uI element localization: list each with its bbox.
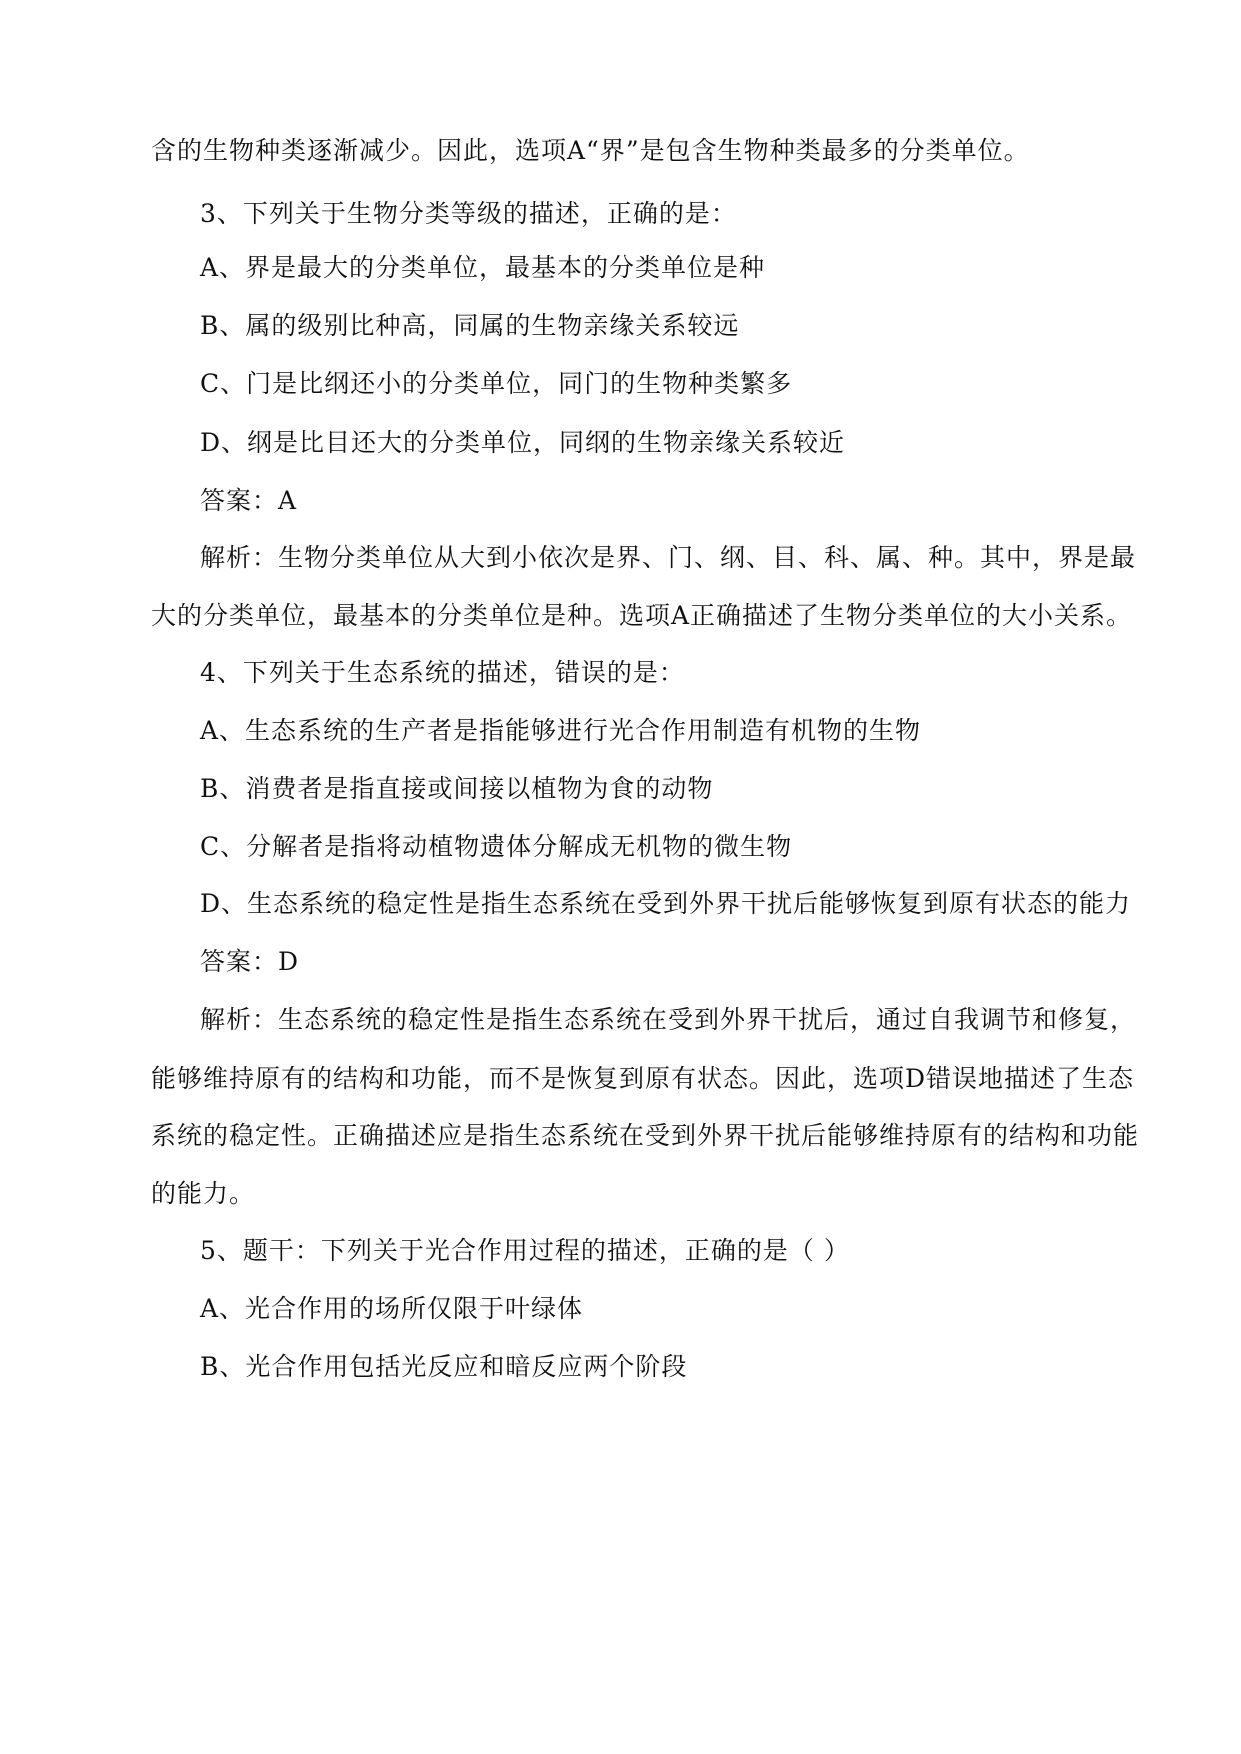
question-4-explanation: 解析：生态系统的稳定性是指生态系统在受到外界干扰后，通过自我调节和修复， <box>200 1005 1137 1034</box>
question-4-option-b: B、消费者是指直接或间接以植物为食的动物 <box>200 774 714 803</box>
question-4-option-c: C、分解者是指将动植物遗体分解成无机物的微生物 <box>200 832 793 861</box>
question-4-answer: 答案：D <box>200 947 300 976</box>
question-5-stem: 5、题干：下列关于光合作用过程的描述，正确的是（ ） <box>200 1236 850 1265</box>
question-3-explanation: 解析：生物分类单位从大到小依次是界、门、纲、目、科、属、种。其中，界是最 <box>200 543 1137 572</box>
question-3-option-b: B、属的级别比种高，同属的生物亲缘关系较远 <box>200 311 740 340</box>
question-4-stem: 4、下列关于生态系统的描述，错误的是： <box>200 658 685 687</box>
question-4-option-a: A、生态系统的生产者是指能够进行光合作用制造有机物的生物 <box>200 716 922 745</box>
question-5-option-b: B、光合作用包括光反应和暗反应两个阶段 <box>200 1352 688 1381</box>
question-4-option-d: D、生态系统的稳定性是指生态系统在受到外界干扰后能够恢复到原有状态的能力 <box>200 889 1132 918</box>
question-3-option-d: D、纲是比目还大的分类单位，同纲的生物亲缘关系较近 <box>200 428 846 457</box>
question-3-option-a: A、界是最大的分类单位，最基本的分类单位是种 <box>200 253 766 282</box>
question-3-option-c: C、门是比纲还小的分类单位，同门的生物种类繁多 <box>200 369 793 398</box>
question-4-explanation-cont-2: 系统的稳定性。正确描述应是指生态系统在受到外界干扰后能够维持原有的结构和功能 <box>151 1121 1140 1150</box>
question-3-answer: 答案：A <box>200 486 298 515</box>
explanation-q2-continuation: 含的生物种类逐渐减少。因此，选项A“界”是包含生物种类最多的分类单位。 <box>151 136 1030 165</box>
question-4-explanation-cont-1: 能够维持原有的结构和功能，而不是恢复到原有状态。因此，选项D错误地描述了生态 <box>151 1064 1135 1093</box>
question-3-stem: 3、下列关于生物分类等级的描述，正确的是： <box>200 199 737 228</box>
question-3-explanation-cont: 大的分类单位，最基本的分类单位是种。选项A正确描述了生物分类单位的大小关系。 <box>151 601 1133 630</box>
question-5-option-a: A、光合作用的场所仅限于叶绿体 <box>200 1294 584 1323</box>
question-4-explanation-cont-3: 的能力。 <box>151 1179 256 1208</box>
